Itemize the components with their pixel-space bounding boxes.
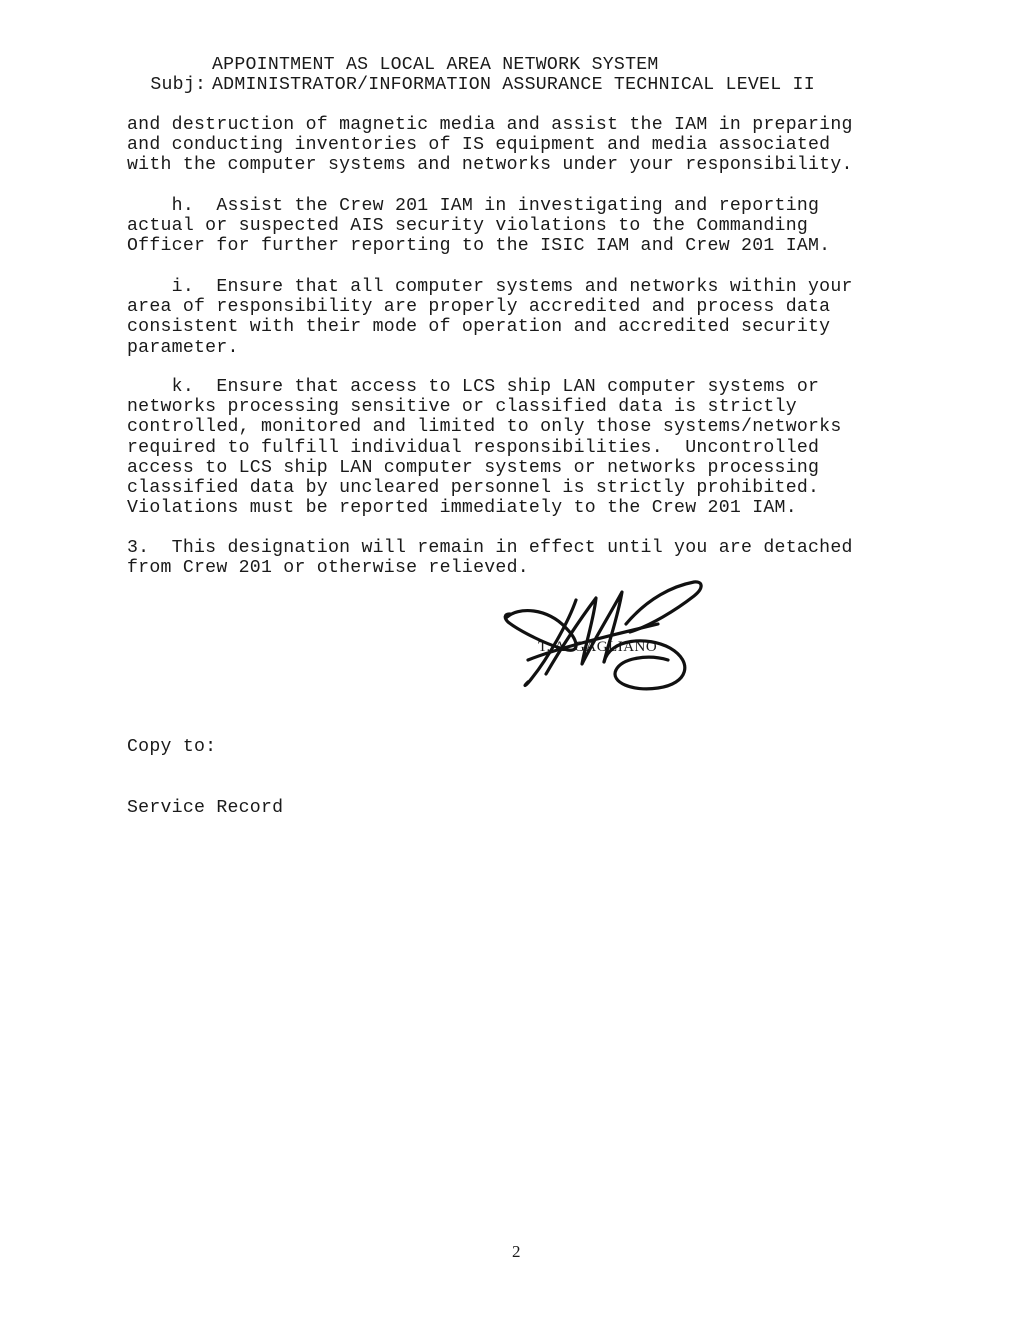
page-number: 2 bbox=[512, 1242, 521, 1261]
copy-to-section bbox=[127, 697, 283, 838]
copy-to-label: Copy to: bbox=[127, 737, 217, 758]
paragraph-continuation: and destruction of magnetic media and assist the IAM in preparing and conducting inventories of IS equipment and media associated with the computer systems and networks under your responsibility. bbox=[127, 115, 853, 176]
subject-label: Subj: bbox=[150, 75, 207, 96]
signatory-name: T. A. GAGLIANO bbox=[538, 639, 658, 655]
subject-text: APPOINTMENT AS LOCAL AREA NETWORK SYSTEM ADMINISTRATOR/INFORMATION ASSURANCE TECHNICAL LEVEL II bbox=[212, 55, 815, 96]
paragraph-i: i. Ensure that all computer systems and networks within your area of responsibility are properly accredited and process data consistent with their mode of operation and accredited security parameter. bbox=[127, 277, 853, 358]
subject-line bbox=[128, 55, 815, 116]
paragraph-k: k. Ensure that access to LCS ship LAN computer systems or networks processing sensitive or classified data is strictly controlled, monitored and limited to only those systems/networks required to fulfill individual responsibilities. Uncontrolled access to LCS ship LAN computer systems or networks processing classified data by uncleared personnel is strictly prohibited. Violations must be reported immediately to the Crew 201 IAM. bbox=[127, 377, 842, 519]
paragraph-3: 3. This designation will remain in effect until you are detached from Crew 201 or otherwise relieved. bbox=[127, 538, 853, 579]
handwritten-signature bbox=[498, 578, 713, 696]
copy-to-recipient: Service Record bbox=[127, 798, 284, 819]
paragraph-h: h. Assist the Crew 201 IAM in investigating and reporting actual or suspected AIS security violations to the Commanding Officer for further reporting to the ISIC IAM and Crew 201 IAM. bbox=[127, 196, 831, 257]
